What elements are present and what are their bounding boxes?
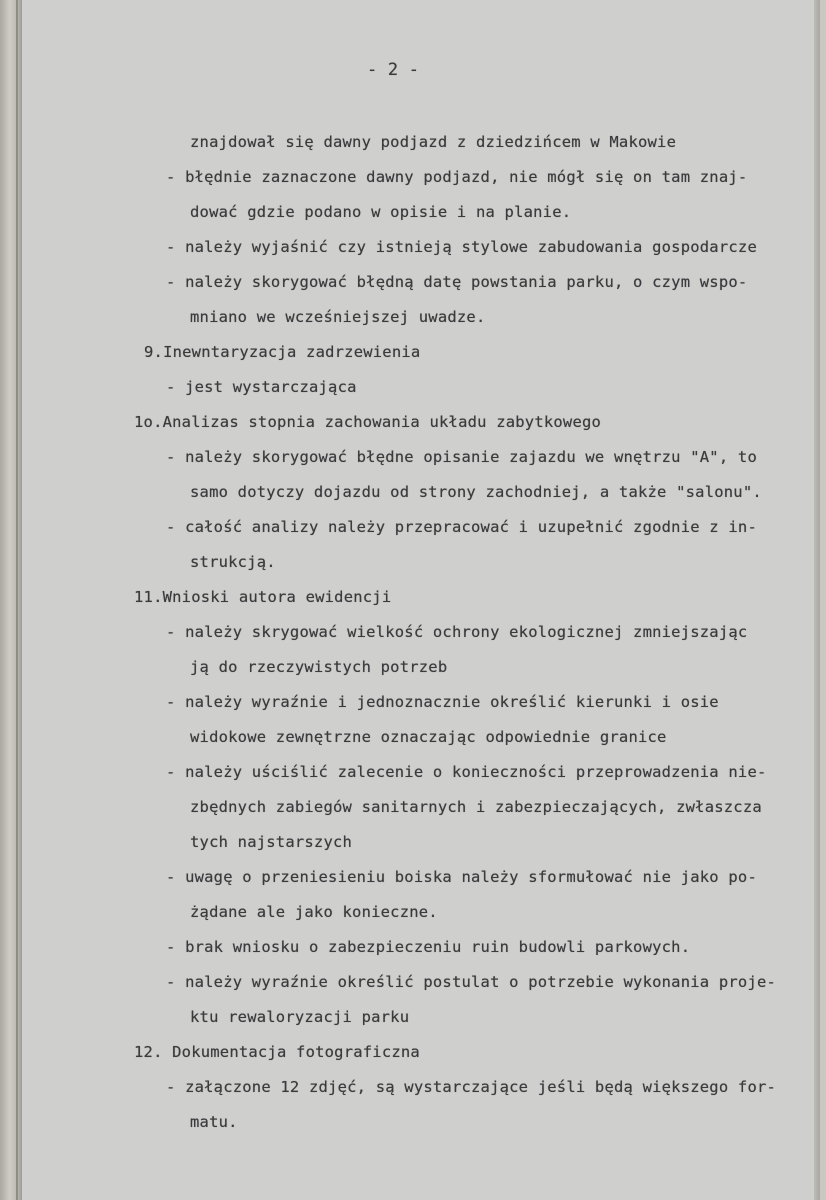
bullet-item: - należy skorygować błędną datę powstania parku, o czym wspo- [166, 273, 748, 291]
text-line: zbędnych zabiegów sanitarnych i zabezpieczających, zwłaszcza [190, 798, 762, 816]
bullet-item: - należy wyraźnie i jednoznacznie określić kierunki i osie [166, 693, 719, 711]
text-line: żądane ale jako konieczne. [190, 903, 438, 921]
bullet-item: - całość analizy należy przepracować i uzupełnić zgodnie z in- [166, 518, 757, 536]
binding-fold-line [16, 0, 18, 1200]
page-right-edge [814, 0, 820, 1200]
bullet-item: - należy wyjaśnić czy istnieją stylowe zabudowania gospodarcze [166, 238, 757, 256]
section-heading: 1o.Analizas stopnia zachowania układu zabytkowego [134, 413, 602, 431]
text-line: mniano we wcześniejszej uwadze. [190, 308, 486, 326]
text-line: znajdował się dawny podjazd z dziedzińcem w Makowie [190, 133, 677, 151]
text-line: tych najstarszych [190, 833, 353, 851]
bullet-item: - brak wniosku o zabezpieczeniu ruin budowli parkowych. [166, 938, 691, 956]
bullet-item: - błędnie zaznaczone dawny podjazd, nie mógł się on tam znaj- [166, 168, 748, 186]
text-line: matu. [190, 1113, 238, 1131]
bullet-item: - należy uściślić zalecenie o konieczności przeprowadzenia nie- [166, 763, 767, 781]
text-line: widokowe zewnętrzne oznaczając odpowiednie granice [190, 728, 667, 746]
text-line: strukcją. [190, 553, 276, 571]
bullet-item: - należy wyraźnie określić postulat o potrzebie wykonania proje- [166, 973, 777, 991]
section-heading: 12. Dokumentacja fotograficzna [134, 1043, 420, 1061]
document-page [22, 0, 820, 1200]
bullet-item: - jest wystarczająca [166, 378, 357, 396]
bullet-item: - należy skrygować wielkość ochrony ekologicznej zmniejszając [166, 623, 748, 641]
bullet-item: - należy skorygować błędne opisanie zajazdu we wnętrzu "A", to [166, 448, 757, 466]
bullet-item: - załączone 12 zdjęć, są wystarczające jeśli będą większego for- [166, 1078, 777, 1096]
binding-edge [0, 0, 22, 1200]
text-line: dować gdzie podano w opisie i na planie. [190, 203, 572, 221]
section-heading: 9.Inewntaryzacja zadrzewienia [144, 343, 421, 361]
text-line: ją do rzeczywistych potrzeb [190, 658, 448, 676]
section-heading: 11.Wnioski autora ewidencji [134, 588, 392, 606]
bullet-item: - uwagę o przeniesieniu boiska należy sformułować nie jako po- [166, 868, 757, 886]
text-line: ktu rewaloryzacji parku [190, 1008, 410, 1026]
text-line: samo dotyczy dojazdu od strony zachodniej, a także "salonu". [190, 483, 762, 501]
page-number: - 2 - [367, 60, 420, 80]
